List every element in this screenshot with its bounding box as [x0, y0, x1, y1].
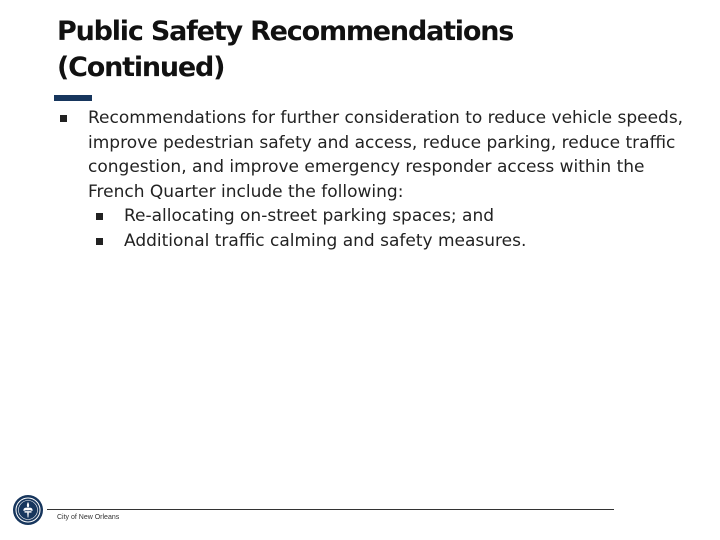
slide-content — [60, 106, 700, 253]
footer-divider — [47, 509, 614, 510]
bullet-text: Recommendations for further consideration to reduce vehicle speeds, improve pedestrian safety and access, reduce parking, reduce traffic congestion, and improve emergency responder access within the French Quarter include the following: — [88, 108, 684, 202]
slide-title-line-1: Public Safety Recommendations — [57, 16, 514, 47]
sub-bullet-item — [60, 204, 700, 229]
square-bullet-icon — [96, 238, 103, 245]
bullet-item — [60, 106, 700, 204]
city-seal-icon — [12, 494, 44, 526]
sub-bullet-text: Additional traffic calming and safety measures. — [124, 230, 527, 251]
sub-bullet-text: Re-allocating on-street parking spaces; and — [124, 206, 495, 226]
slide-title — [57, 14, 677, 86]
square-bullet-icon — [60, 115, 67, 122]
title-accent-bar — [54, 95, 92, 101]
sub-bullet-item — [60, 229, 700, 254]
footer-organization: City of New Orleans — [57, 514, 120, 521]
square-bullet-icon — [96, 213, 103, 220]
slide-title-line-2: (Continued) — [57, 52, 225, 83]
